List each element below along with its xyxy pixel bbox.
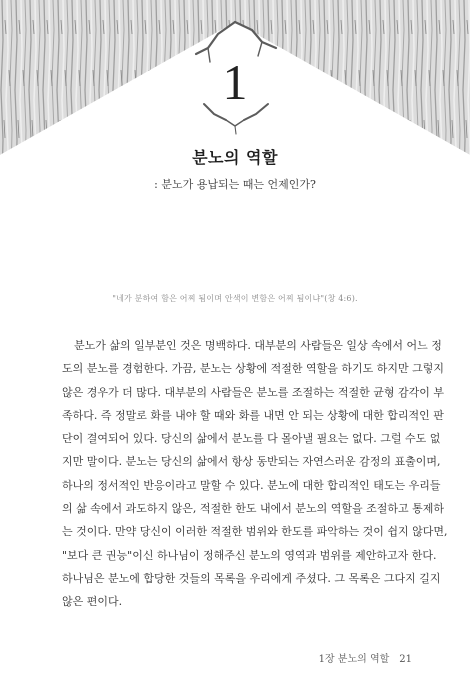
body-line: 분노가 삶의 일부분인 것은 명백하다. 대부분의 사람들은 일상 속에서 어느 정 xyxy=(74,339,442,352)
body-line: 지만 말이다. 분노는 당신의 삶에서 항상 동반되는 자연스러운 감정의 표출이며, xyxy=(62,455,441,469)
page-number: 21 xyxy=(399,654,412,665)
chapter-subtitle: : 분노가 용납되는 때는 언제인가? xyxy=(154,178,316,191)
body-line: 하나의 정서적인 반응이라고 말할 수 있다. 분노에 대한 합리적인 태도는 우리들 xyxy=(62,478,441,492)
body-line: 단이 결여되어 있다. 당신의 삶에서 분노를 다 몰아낼 필요는 없다. 그럴 수도 없 xyxy=(62,432,441,446)
body-line: 족하다. 즉 정말로 화를 내야 할 때와 화를 내면 안 되는 상황에 대한 합리적인 판 xyxy=(62,408,444,422)
body-line: 도의 분노를 경험한다. 가끔, 분노는 상황에 적절한 역할을 하기도 하지만 그렇지 xyxy=(62,362,444,376)
body-line: 하나님은 분노에 합당한 것들의 목록을 우리에게 주셨다. 그 목록은 그다지 길지 xyxy=(62,571,441,585)
body-line: 않은 경우가 더 많다. 대부분의 사람들은 분노를 조절하는 적절한 균형 감각이 부 xyxy=(62,385,444,399)
body-paragraph xyxy=(62,334,448,614)
epigraph-quote: "네가 분하여 함은 어찌 됨이며 안색이 변함은 어찌 됨이냐"(창 4:6). xyxy=(112,294,358,303)
chapter-number: 1 xyxy=(222,54,248,110)
body-line: 의 삶 속에서 과도하지 않은, 적절한 한도 내에서 분노의 역할을 조절하고 통제하 xyxy=(62,502,444,516)
page-footer xyxy=(319,650,412,665)
body-line: 않은 편이다. xyxy=(62,595,123,609)
body-line: 는 것이다. 만약 당신이 이러한 적절한 범위와 한도를 파악하는 것이 쉽지 않다면, xyxy=(62,525,448,539)
running-head: 1장 분노의 역할 xyxy=(318,654,390,665)
body-line: "보다 큰 권능"이신 하나님이 정해주신 분노의 영역과 범위를 제안하고자 한다. xyxy=(62,548,437,562)
chapter-title: 분노의 역할 xyxy=(192,148,278,167)
